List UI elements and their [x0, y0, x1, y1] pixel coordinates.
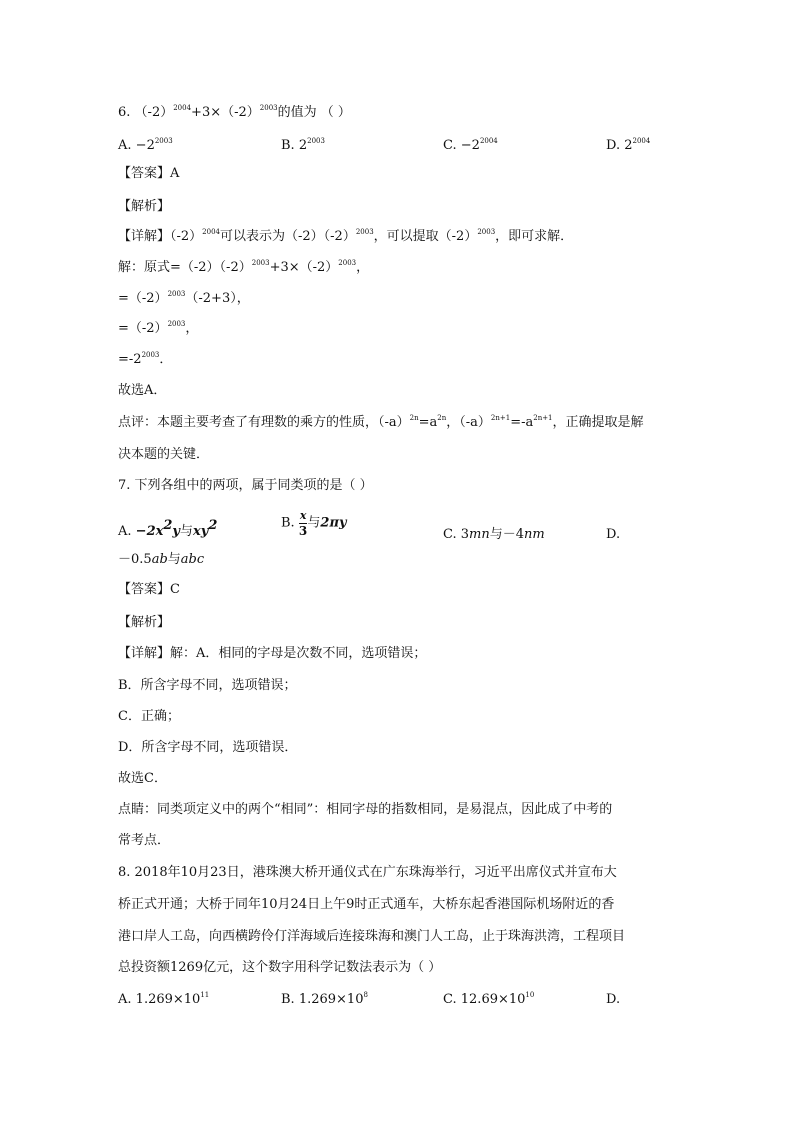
q6-solution-line-4: $=-2^{2003}$． [118, 351, 173, 367]
q8-option-d: D. [606, 992, 621, 1007]
q7-option-b: B. $\frac{x}{3}$ 与2πy [281, 509, 347, 538]
q7-comment-line-2: 常考点． [118, 833, 171, 848]
q7-option-c: C. 3mn与－4nm [443, 527, 545, 542]
q8-stem-line-2: 桥正式开通；大桥于同年10月24日上午9时正式通车，大桥东起香港国际机场附近的香 [118, 897, 615, 912]
q7-option-d-letter: D. [606, 527, 621, 542]
q7-detail-4: D．所含字母不同，选项错误． [118, 740, 298, 755]
q8-option-b: B. $1.269\times 10^8$ [281, 991, 368, 1007]
q7-detail-1: 【详解】解：A．相同的字母是次数不同，选项错误； [118, 646, 427, 661]
q6-answer: 【答案】A [118, 166, 180, 181]
q7-answer: 【答案】C [118, 582, 180, 597]
q7-option-d-content: －0.5ab与abc [118, 552, 205, 567]
q6-option-d: D. $2^{2004}$ [606, 137, 651, 153]
q6-analysis-title: 【解析】 [118, 199, 171, 214]
fraction-x-over-3: $\frac{x}{3}$ [298, 509, 308, 538]
q7-stem: 7. 下列各组中的两项，属于同类项的是（ ） [118, 478, 373, 493]
q6-comment: 点评：本题主要考查了有理数的乘方的性质，$(-a)^{2n}=a^{2n}$，$(-a)^{2n+1}=-a^{2n+1}$，正确提取是解 [118, 414, 644, 430]
q7-option-a: A. $-2x^2y$与$xy^2$ [118, 518, 218, 539]
q6-option-b: B. $2^{2003}$ [281, 137, 325, 153]
q6-stem: 6. $(-2)^{2004}+3\times(-2)^{2003}$的值为 （ ） [118, 104, 351, 120]
q6-solution-line-2: $=(-2)^{2003}(-2+3)$， [118, 290, 250, 306]
q8-option-a: A. $1.269\times 10^{11}$ [118, 991, 210, 1007]
q6-comment-line-2: 决本题的关键． [118, 447, 210, 462]
q8-stem-line-4: 总投资额1269亿元，这个数字用科学记数法表示为（ ） [118, 960, 442, 975]
q7-detail-3: C．正确； [118, 709, 180, 724]
q8-stem-line-1: 8. 2018年10月23日，港珠澳大桥开通仪式在广东珠海举行，习近平出席仪式并宣布大 [118, 865, 617, 880]
q7-detail-2: B．所含字母不同，选项错误； [118, 678, 297, 693]
q6-detail: 【详解】$(-2)^{2004}$可以表示为$(-2)(-2)^{2003}$，可以提取$(-2)^{2003}$，即可求解． [118, 228, 574, 244]
q6-solution-line-1: 解：原式$=(-2)(-2)^{2003}+3\times(-2)^{2003}$， [118, 259, 370, 275]
q7-analysis-title: 【解析】 [118, 615, 171, 630]
q6-choice: 故选A． [118, 383, 167, 398]
q6-option-c: C. $-2^{2004}$ [443, 137, 498, 153]
q8-option-c: C. $12.69\times 10^{10}$ [443, 991, 535, 1007]
q6-solution-line-3: $=(-2)^{2003}$， [118, 320, 199, 336]
q7-choice: 故选C． [118, 771, 167, 786]
q6-option-a: A. $-2^{2003}$ [118, 137, 173, 153]
q8-stem-line-3: 港口岸人工岛，向西横跨伶仃洋海域后连接珠海和澳门人工岛，止于珠海洪湾，工程项目 [118, 929, 626, 944]
q7-comment: 点睛：同类项定义中的两个“相同”：相同字母的指数相同，是易混点，因此成了中考的 [118, 802, 613, 817]
